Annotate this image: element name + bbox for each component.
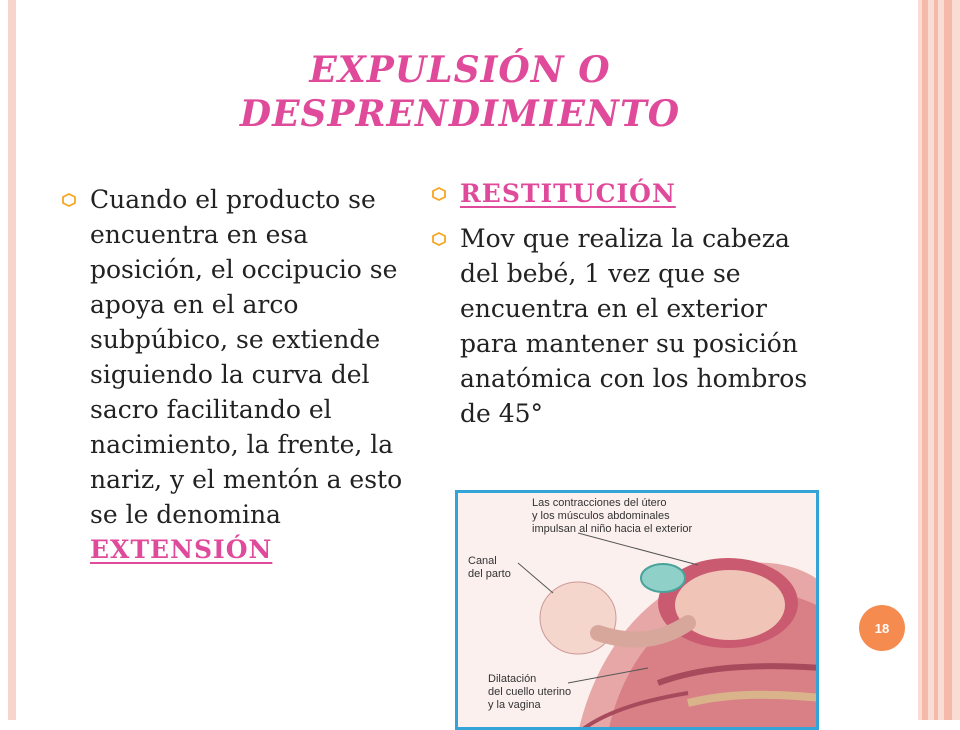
figure-label-left: Canal del parto [468,555,511,580]
hexagon-bullet-icon [432,187,446,201]
figure-label-bottom: Dilatación del cuello uterino y la vagina [488,673,572,711]
figure-label-top: Las contracciones del útero y los músculos abdominales impulsan al niño hacia el exterior [532,497,693,535]
extension-link[interactable]: EXTENSIÓN [90,535,273,564]
list-item [432,176,812,211]
birth-illustration [455,490,819,730]
list-item [432,221,812,431]
left-column [62,182,427,567]
hexagon-bullet-icon [62,193,76,207]
slide-title [40,48,880,136]
left-frame-border [8,0,16,720]
slide-title-line1: EXPULSIÓN O [309,49,611,91]
right-stripe [922,0,928,720]
hexagon-bullet-icon [432,232,446,246]
right-body-text: Mov que realiza la cabeza del bebé, 1 vez que se encuentra en el exterior para mantener su posición anatómica con los hombros de 45° [460,224,808,428]
right-column [432,176,812,431]
right-stripe [944,0,952,720]
right-stripe [934,0,938,720]
left-body-text: Cuando el producto se encuentra en esa posición, el occipucio se apoya en el arco subpúbico, se extiende siguiendo la curva del sacro facilitando el nacimiento, la frente, la nariz, y el mentón a esto se le denomina [90,185,403,529]
restitucion-link[interactable]: RESTITUCIÓN [460,179,676,208]
list-item [62,182,427,567]
page-number-badge: 18 [859,605,905,651]
slide-title-line2: DESPRENDIMIENTO [239,93,681,135]
